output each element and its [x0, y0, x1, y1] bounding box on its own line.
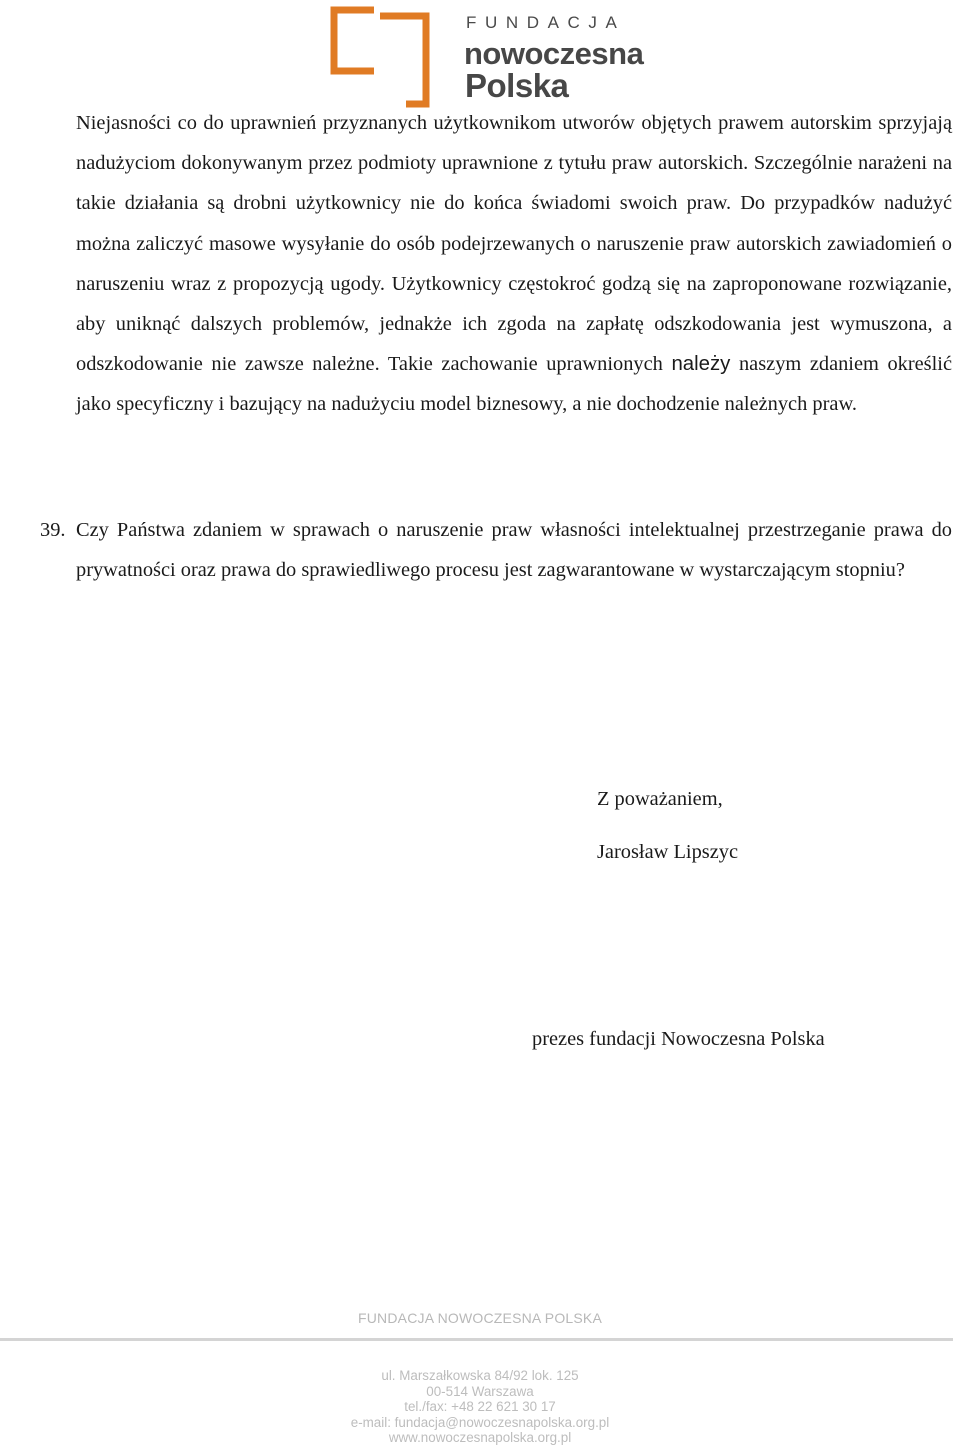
bracket-logo-mark: [329, 5, 439, 109]
signer-name: Jarosław Lipszyc: [597, 841, 738, 863]
footer-contact: [0, 1368, 960, 1446]
footer-email: e-mail: fundacja@nowoczesnapolska.org.pl: [350, 1414, 610, 1430]
footer-website: www.nowoczesnapolska.org.pl: [388, 1430, 572, 1446]
footer-divider: [0, 1338, 953, 1341]
footer-title: FUNDACJA NOWOCZESNA POLSKA: [357, 1310, 603, 1326]
question-text: Czy Państwa zdaniem w sprawach o naruszenie praw własności intelektualnej przestrzeganie prawa do prywatności oraz prawa do sprawiedliwego procesu jest zagwarantowane w wystarczającym stopniu?: [76, 519, 952, 582]
body-paragraph: [76, 103, 952, 425]
logo-line-fundacja: FUNDACJA: [466, 13, 626, 32]
paragraph-text-end: naszym zdaniem określić jako specyficzny i bazujący na nadużyciu model biznesowy, a nie dochodzenie należnych praw.: [76, 353, 952, 416]
signer-position: prezes fundacji Nowoczesna Polska: [532, 1028, 825, 1050]
question-number: 39.: [40, 519, 66, 541]
footer-postal: 00-514 Warszawa: [426, 1383, 534, 1399]
foundation-logo: [329, 5, 644, 109]
paragraph-text-start: Niejasności co do uprawnień przyznanych użytkownikom utworów objętych prawem autorskim sprzyjają nadużyciom dokonywanym przez podmioty uprawnione z tytułu praw autorskich. Szczególnie narażeni na takie działania są drobni użytkownicy nie do końca świadomi swoich praw. Do przypadków nadużyć można zaliczyć masowe wysyłanie do osób podejrzewanych o naruszenie praw autorskich zawiadomień o naruszeniu wraz z propozycją ugody. Użytkownicy częstokroć godzą się na zaproponowane rozwiązanie, aby uniknąć dalszych problemów, jednakże ich zgoda na zapłatę odszkodowania jest wymuszona, a odszkodowanie nie zawsze należne. Takie zachowanie uprawnionych: [76, 112, 952, 376]
paragraph-word-nalezy: należy: [671, 353, 731, 376]
logo-line-nowoczesna: nowoczesna: [464, 36, 644, 71]
footer-address: ul. Marszałkowska 84/92 lok. 125: [381, 1368, 579, 1383]
logo-line-polska: Polska: [465, 67, 569, 104]
closing-salutation: Z poważaniem,: [597, 788, 723, 810]
footer-phone: tel./fax: +48 22 621 30 17: [404, 1399, 556, 1415]
